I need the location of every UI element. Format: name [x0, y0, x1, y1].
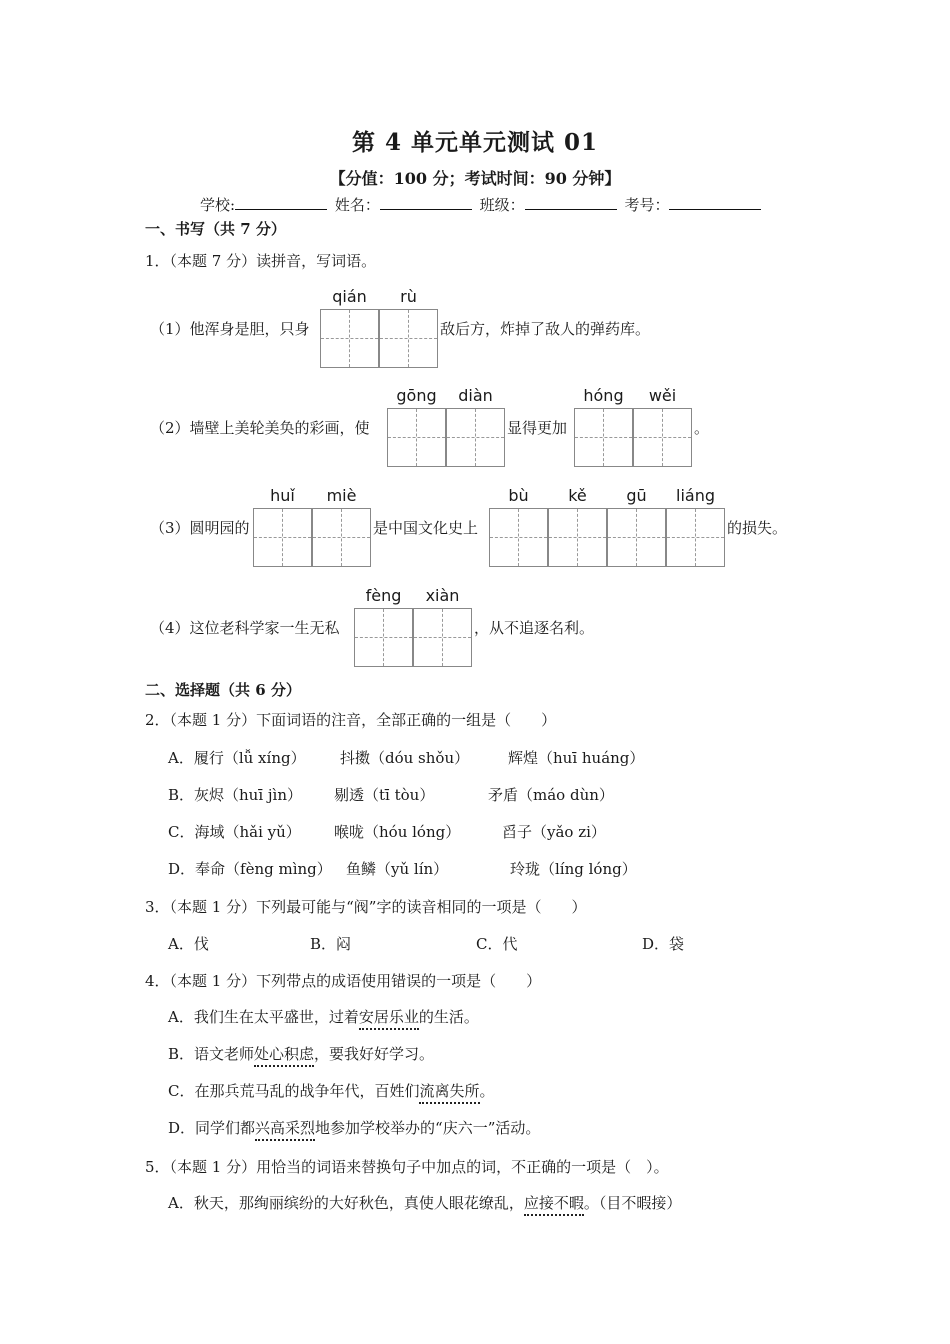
number-label: 考号： [624, 196, 670, 214]
question-3-stem: 3．（本题 1 分）下列最可能与“阀”字的读音相同的一项是（ ） [145, 898, 587, 916]
pinyin-wei: wěi [648, 386, 677, 405]
item3-text: （3）圆明园的 [150, 519, 250, 537]
pinyin-xian: xiàn [425, 586, 460, 605]
write-box[interactable] [607, 508, 666, 567]
item1-post: 敌后方，炸掉了敌人的弹药库。 [440, 320, 651, 338]
q4-option-b[interactable]: B．语文老师处心积虑，要我好好学习。 [168, 1043, 434, 1064]
item4-post: ，从不追逐名利。 [474, 619, 595, 637]
pinyin-hong: hóng [583, 386, 624, 405]
write-box[interactable] [387, 408, 446, 467]
exam-info-subtitle: 【分值：100 分；考试时间：90 分钟】 [329, 169, 621, 188]
pinyin-bu: bù [508, 486, 529, 505]
pinyin-feng: fèng [365, 586, 402, 605]
write-box[interactable] [489, 508, 548, 567]
q2-option-b2: 剔透（tī tòu） [334, 786, 435, 804]
q2-option-d3: 玲珑（líng lóng） [510, 860, 637, 878]
item3-mid: 是中国文化史上 [373, 519, 479, 537]
write-box[interactable] [633, 408, 692, 467]
pinyin-ru: rù [400, 287, 417, 306]
item3-post: 的损失。 [727, 519, 788, 537]
number-blank[interactable] [669, 195, 761, 210]
write-box[interactable] [320, 309, 379, 368]
question-4-stem: 4．（本题 1 分）下列带点的成语使用错误的一项是（ ） [145, 972, 542, 990]
pinyin-gu: gū [626, 486, 647, 505]
write-box[interactable] [548, 508, 607, 567]
student-info-row [200, 194, 764, 215]
q2-option-c2: 喉咙（hóu lóng） [334, 823, 461, 841]
name-blank[interactable] [380, 195, 472, 210]
write-box[interactable] [666, 508, 725, 567]
write-box[interactable] [354, 608, 413, 667]
class-label: 班级： [479, 196, 525, 214]
q4-option-d[interactable]: D．同学们都兴高采烈地参加学校举办的“庆六一”活动。 [168, 1117, 540, 1138]
item2-post: 。 [694, 419, 710, 437]
pinyin-gong: gōng [396, 386, 437, 405]
class-blank[interactable] [525, 195, 617, 210]
question-2-stem: 2．（本题 1 分）下面词语的注音，全部正确的一组是（ ） [145, 711, 557, 729]
item4-text: （4）这位老科学家一生无私 [150, 619, 340, 637]
q2-option-d2: 鱼鳞（yǔ lín） [346, 860, 449, 878]
q4-option-c[interactable]: C．在那兵荒马乱的战争年代，百姓们流离失所。 [168, 1080, 495, 1101]
q2-option-b1[interactable]: B．灰烬（huī jìn） [168, 786, 303, 804]
name-label: 姓名： [334, 196, 380, 214]
q3-option-b[interactable]: B．闷 [310, 935, 352, 953]
page-title: 第 4 单元单元测试 01 [351, 129, 599, 156]
school-blank[interactable] [235, 195, 327, 210]
item1-text: （1）他浑身是胆，只身 [150, 320, 310, 338]
q2-option-b3: 矛盾（máo dùn） [488, 786, 614, 804]
pinyin-qian: qián [332, 287, 367, 306]
q2-option-a2: 抖擞（dóu shǒu） [340, 749, 470, 767]
q3-option-c[interactable]: C．代 [476, 935, 518, 953]
question-1-stem: 1．（本题 7 分）读拼音，写词语。 [145, 252, 377, 270]
q3-option-a[interactable]: A．伐 [168, 935, 209, 953]
write-box[interactable] [446, 408, 505, 467]
pinyin-dian: diàn [458, 386, 493, 405]
dotted-idiom: 处心积虑 [254, 1045, 314, 1067]
dotted-idiom: 流离失所 [419, 1082, 479, 1104]
q3-option-d[interactable]: D．袋 [642, 935, 685, 953]
write-box[interactable] [379, 309, 438, 368]
section1-heading: 一、书写（共 7 分） [145, 220, 286, 238]
q5-option-a[interactable]: A．秋天，那绚丽缤纷的大好秋色，真使人眼花缭乱，应接不暇。（目不暇接） [168, 1192, 681, 1213]
write-box[interactable] [413, 608, 472, 667]
school-label: 学校: [200, 196, 236, 214]
write-box[interactable] [253, 508, 312, 567]
pinyin-hui: huǐ [270, 486, 295, 505]
item2-text: （2）墙壁上美轮美奂的彩画，使 [150, 419, 370, 437]
dotted-idiom: 兴高采烈 [255, 1119, 315, 1141]
q2-option-a1[interactable]: A．履行（lǚ xíng） [168, 749, 306, 767]
q2-option-a3: 辉煌（huī huáng） [508, 749, 645, 767]
write-box[interactable] [312, 508, 371, 567]
write-box[interactable] [574, 408, 633, 467]
pinyin-mie: miè [326, 486, 357, 505]
dotted-word: 应接不暇 [524, 1194, 584, 1216]
question-5-stem: 5．（本题 1 分）用恰当的词语来替换句子中加点的词，不正确的一项是（ ）。 [145, 1158, 669, 1176]
item2-mid: 显得更加 [507, 419, 568, 437]
q4-option-a[interactable]: A．我们生在太平盛世，过着安居乐业的生活。 [168, 1006, 479, 1027]
section2-heading: 二、选择题（共 6 分） [145, 681, 301, 699]
q2-option-c1[interactable]: C．海域（hǎi yǔ） [168, 823, 301, 841]
q2-option-c3: 舀子（yǎo zi） [502, 823, 606, 841]
pinyin-liang: liáng [676, 486, 715, 505]
q2-option-d1[interactable]: D．奉命（fèng mìng） [168, 860, 332, 878]
dotted-idiom: 安居乐业 [359, 1008, 419, 1030]
pinyin-ke: kě [568, 486, 587, 505]
